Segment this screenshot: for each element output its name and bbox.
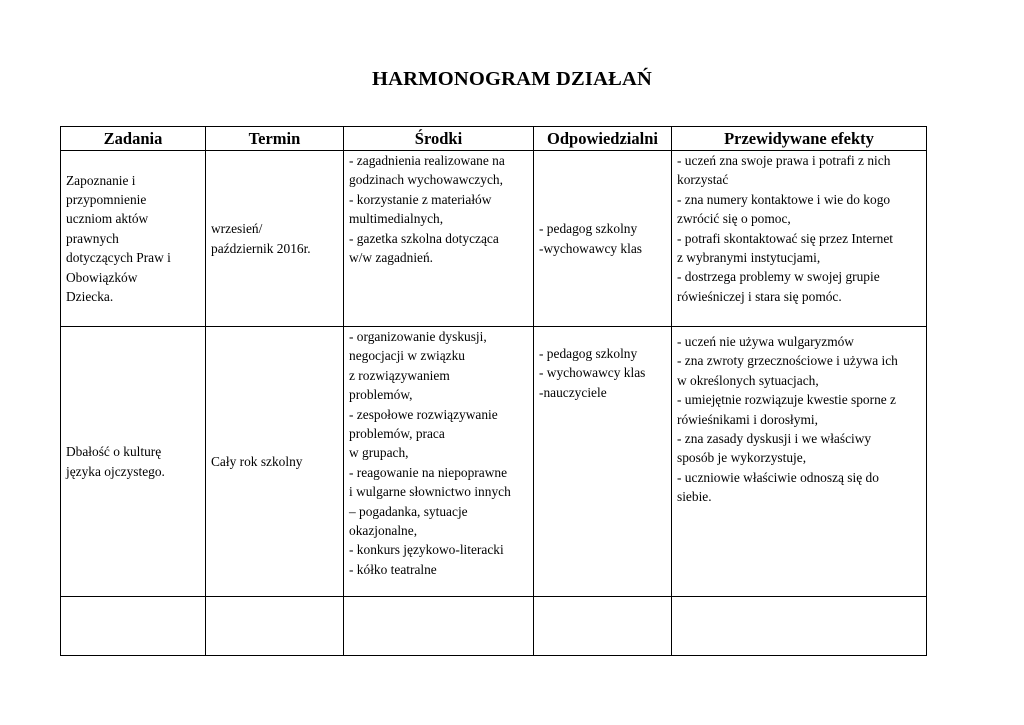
cell-efekty	[672, 597, 927, 656]
cell-zadania	[61, 597, 206, 656]
cell-text: - zagadnienia realizowane na godzinach wychowawczych, - korzystanie z materiałów multimedialnych, - gazetka szkolna dotycząca w/w zagadnień.	[349, 153, 505, 266]
cell-termin	[206, 597, 344, 656]
header-termin: Termin	[206, 127, 344, 151]
document-title: HARMONOGRAM DZIAŁAŃ	[372, 68, 652, 90]
cell-efekty	[672, 327, 927, 597]
cell-text: - pedagog szkolny -wychowawcy klas	[539, 221, 642, 256]
cell-zadania	[61, 151, 206, 327]
table-header-row	[61, 127, 927, 151]
header-odpowiedzialni: Odpowiedzialni	[534, 127, 672, 151]
cell-termin	[206, 327, 344, 597]
cell-odpowiedzialni	[534, 597, 672, 656]
header-zadania: Zadania	[61, 127, 206, 151]
cell-odpowiedzialni	[534, 151, 672, 327]
schedule-table	[60, 126, 927, 656]
cell-srodki	[344, 597, 534, 656]
cell-text: - uczeń zna swoje prawa i potrafi z nich korzystać - zna numery kontaktowe i wie do kogo zwrócić się o pomoc, - potrafi skontaktować się przez Internet z wybranymi instytucjami, - dostrzega problemy w swojej grupie rówieśniczej i stara się pomóc.	[677, 153, 894, 304]
cell-text: Dbałość o kulturę języka ojczystego.	[66, 444, 165, 479]
cell-text: wrzesień/ październik 2016r.	[211, 221, 311, 256]
cell-zadania	[61, 327, 206, 597]
header-srodki: Środki	[344, 127, 534, 151]
cell-text: Cały rok szkolny	[211, 453, 303, 469]
cell-text: - pedagog szkolny - wychowawcy klas -nauczyciele	[539, 346, 646, 400]
cell-srodki	[344, 151, 534, 327]
cell-text: - uczeń nie używa wulgaryzmów - zna zwroty grzecznościowe i używa ich w określonych sytuacjach, - umiejętnie rozwiązuje kwestie sporne z rówieśnikami i dorosłymi, - zna zasady dyskusji i we właściwy sposób je wykorzystuje, - uczniowie właściwie odnoszą się do siebie.	[677, 334, 898, 505]
cell-termin	[206, 151, 344, 327]
cell-text: - organizowanie dyskusji, negocjacji w związku z rozwiązywaniem problemów, - zespołowe rozwiązywanie problemów, praca w grupach, - reagowanie na niepoprawne i wulgarne słownictwo innych – pogadanka, sytuacje okazjonalne, - konkurs językowo-literacki - kółko teatralne	[349, 329, 511, 577]
header-efekty: Przewidywane efekty	[672, 127, 927, 151]
cell-text: Zapoznanie i przypomnienie uczniom aktów prawnych dotyczących Praw i Obowiązków Dziecka.	[66, 172, 171, 305]
cell-srodki	[344, 327, 534, 597]
table-row	[61, 327, 927, 597]
cell-odpowiedzialni	[534, 327, 672, 597]
table-row	[61, 151, 927, 327]
cell-efekty	[672, 151, 927, 327]
table-row	[61, 597, 927, 656]
